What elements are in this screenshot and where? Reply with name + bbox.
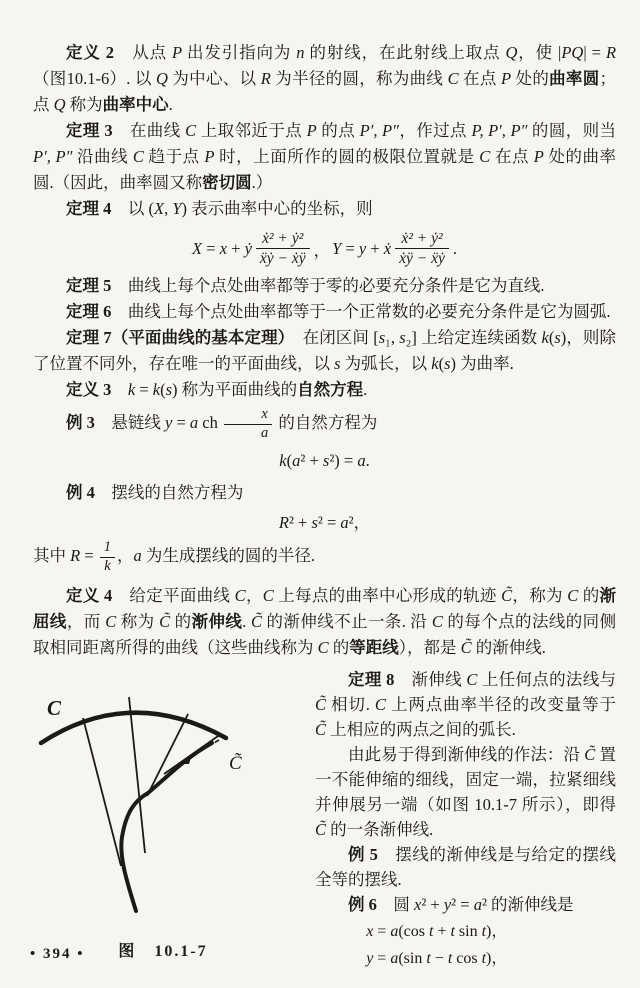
example-3-lead: 例 3 悬链线 y = a ch bbox=[66, 413, 222, 433]
note-lead: 其中 R = bbox=[33, 546, 98, 566]
paragraph-example-3 bbox=[33, 407, 616, 442]
figure-caption: 图 10.1-7 bbox=[118, 942, 208, 960]
page-number: • 394 • bbox=[30, 946, 85, 962]
figure-label-c-tilde: C̃ bbox=[229, 752, 242, 774]
figure-involute-construction bbox=[33, 681, 303, 931]
paragraph-theorem-5: 定理 5 曲线上每个点处曲率都等于零的必要充分条件是它为直线. bbox=[66, 276, 545, 296]
paragraph-definition-4: 定义 4 给定平面曲线 C，C 上每点的曲率中心形成的轨迹 C̃，称为 C 的渐屈线，而 C 称为 C̃ 的渐伸线. C̃ 的渐伸线不止一条. 沿 C 的每个点的法线的同侧取相同距离所得的曲线（这些曲线称为 C 的等距线），都是 C̃ 的渐伸线. bbox=[33, 585, 617, 657]
formula-x-lead: X = x + ẏ bbox=[192, 238, 252, 258]
string-line-1 bbox=[83, 718, 121, 866]
inline-fraction-1-over-k: $\frac{1}{k}$ bbox=[100, 540, 115, 575]
paragraph-theorem-6: 定理 6 曲线上每个点处曲率都等于一个正常数的必要充分条件是它为圆弧. bbox=[66, 302, 611, 322]
paragraph-definition-2: 定义 2 从点 P 出发引指向为 n 的射线，在此射线上取点 Q，使 |PQ| = R（图10.1-6）. 以 Q 为中心、以 R 为半径的圆，称为曲线 C 在点 P 处的曲率圆；点 Q 称为曲率中心. bbox=[33, 43, 617, 114]
paragraph-theorem-7: 定理 7（平面曲线的基本定理） 在闭区间 [s₁, s₂] 上给定连续函数 k(s)，则除了位置不同外，存在唯一的平面曲线，以 s 为弧长，以 k(s) 为曲率. bbox=[33, 328, 617, 374]
string-line-3 bbox=[147, 714, 188, 796]
equation-involute-y: y = a(sin t − t cos t)， bbox=[366, 949, 508, 967]
string-line-2 bbox=[129, 697, 145, 853]
figure-label-c: C bbox=[47, 695, 62, 720]
note-tail: ，a 为生成摆线的圆的半径. bbox=[117, 546, 316, 566]
fraction-y: $\frac{\text{ẋ² + ẏ²}}{\text{ẋÿ − ẍẏ}}$ bbox=[395, 230, 449, 267]
figure-column bbox=[33, 667, 313, 973]
formula-curvature-center bbox=[33, 230, 616, 267]
paragraph-theorem-4-intro: 定理 4 以 (X, Y) 表示曲率中心的坐标，则 bbox=[66, 199, 373, 218]
formula-y-lead: Y = y + ẋ bbox=[332, 238, 392, 258]
formula-catenary-natural-equation: k(a² + s²) = a. bbox=[279, 450, 370, 470]
example-3-tail: 的自然方程为 bbox=[274, 413, 378, 433]
formula-period: . bbox=[452, 238, 457, 258]
equation-involute-x: x = a(cos t + t sin t)， bbox=[366, 922, 508, 940]
paragraph-involute-construction: 由此易于得到渐伸线的作法：沿 C̃ 置一不能伸缩的细线，固定一端，拉紧细线并伸展另一端（如图 10.1-7 所示），即得 C̃ 的一条渐伸线. bbox=[315, 744, 617, 839]
paragraph-theorem-8: 定理 8 渐伸线 C 上任何点的法线与 C̃ 相切. C 上两点曲率半径的改变量等于 C̃ 上相应的两点之间的弧长. bbox=[315, 669, 617, 739]
curve-c-tilde-evolute bbox=[121, 743, 212, 911]
fraction-x: $\frac{\text{ẋ² + ẏ²}}{\text{ẍẏ − ẋÿ}}$ bbox=[256, 230, 310, 267]
paragraph-definition-3: 定义 3 k = k(s) 称为平面曲线的自然方程. bbox=[66, 380, 368, 400]
bottom-section bbox=[33, 667, 616, 973]
formula-separator: ， bbox=[313, 240, 331, 260]
right-column bbox=[313, 667, 616, 973]
inline-fraction-x-over-a: $\frac{x}{a}$ bbox=[224, 407, 272, 442]
paragraph-example-4-note bbox=[33, 540, 616, 575]
paragraph-example-6: 例 6 圆 x² + y² = a² 的渐伸线是 bbox=[348, 894, 574, 914]
formula-cycloid-natural-equation: R² + s² = a²， bbox=[278, 512, 371, 532]
paragraph-theorem-3: 定理 3 在曲线 C 上取邻近于点 P 的点 P′, P″，作过点 P, P′, P″ 的圆，则当 P′, P″ 沿曲线 C 趋于点 P 时，上面所作的圆的极限位置就是 C 在点 P 处的曲率圆.（因此，曲率圆又称密切圆.） bbox=[33, 121, 617, 192]
paragraph-example-5: 例 5 摆线的渐伸线是与给定的摆线全等的摆线. bbox=[315, 844, 616, 889]
paragraph-example-4: 例 4 摆线的自然方程为 bbox=[66, 482, 244, 502]
